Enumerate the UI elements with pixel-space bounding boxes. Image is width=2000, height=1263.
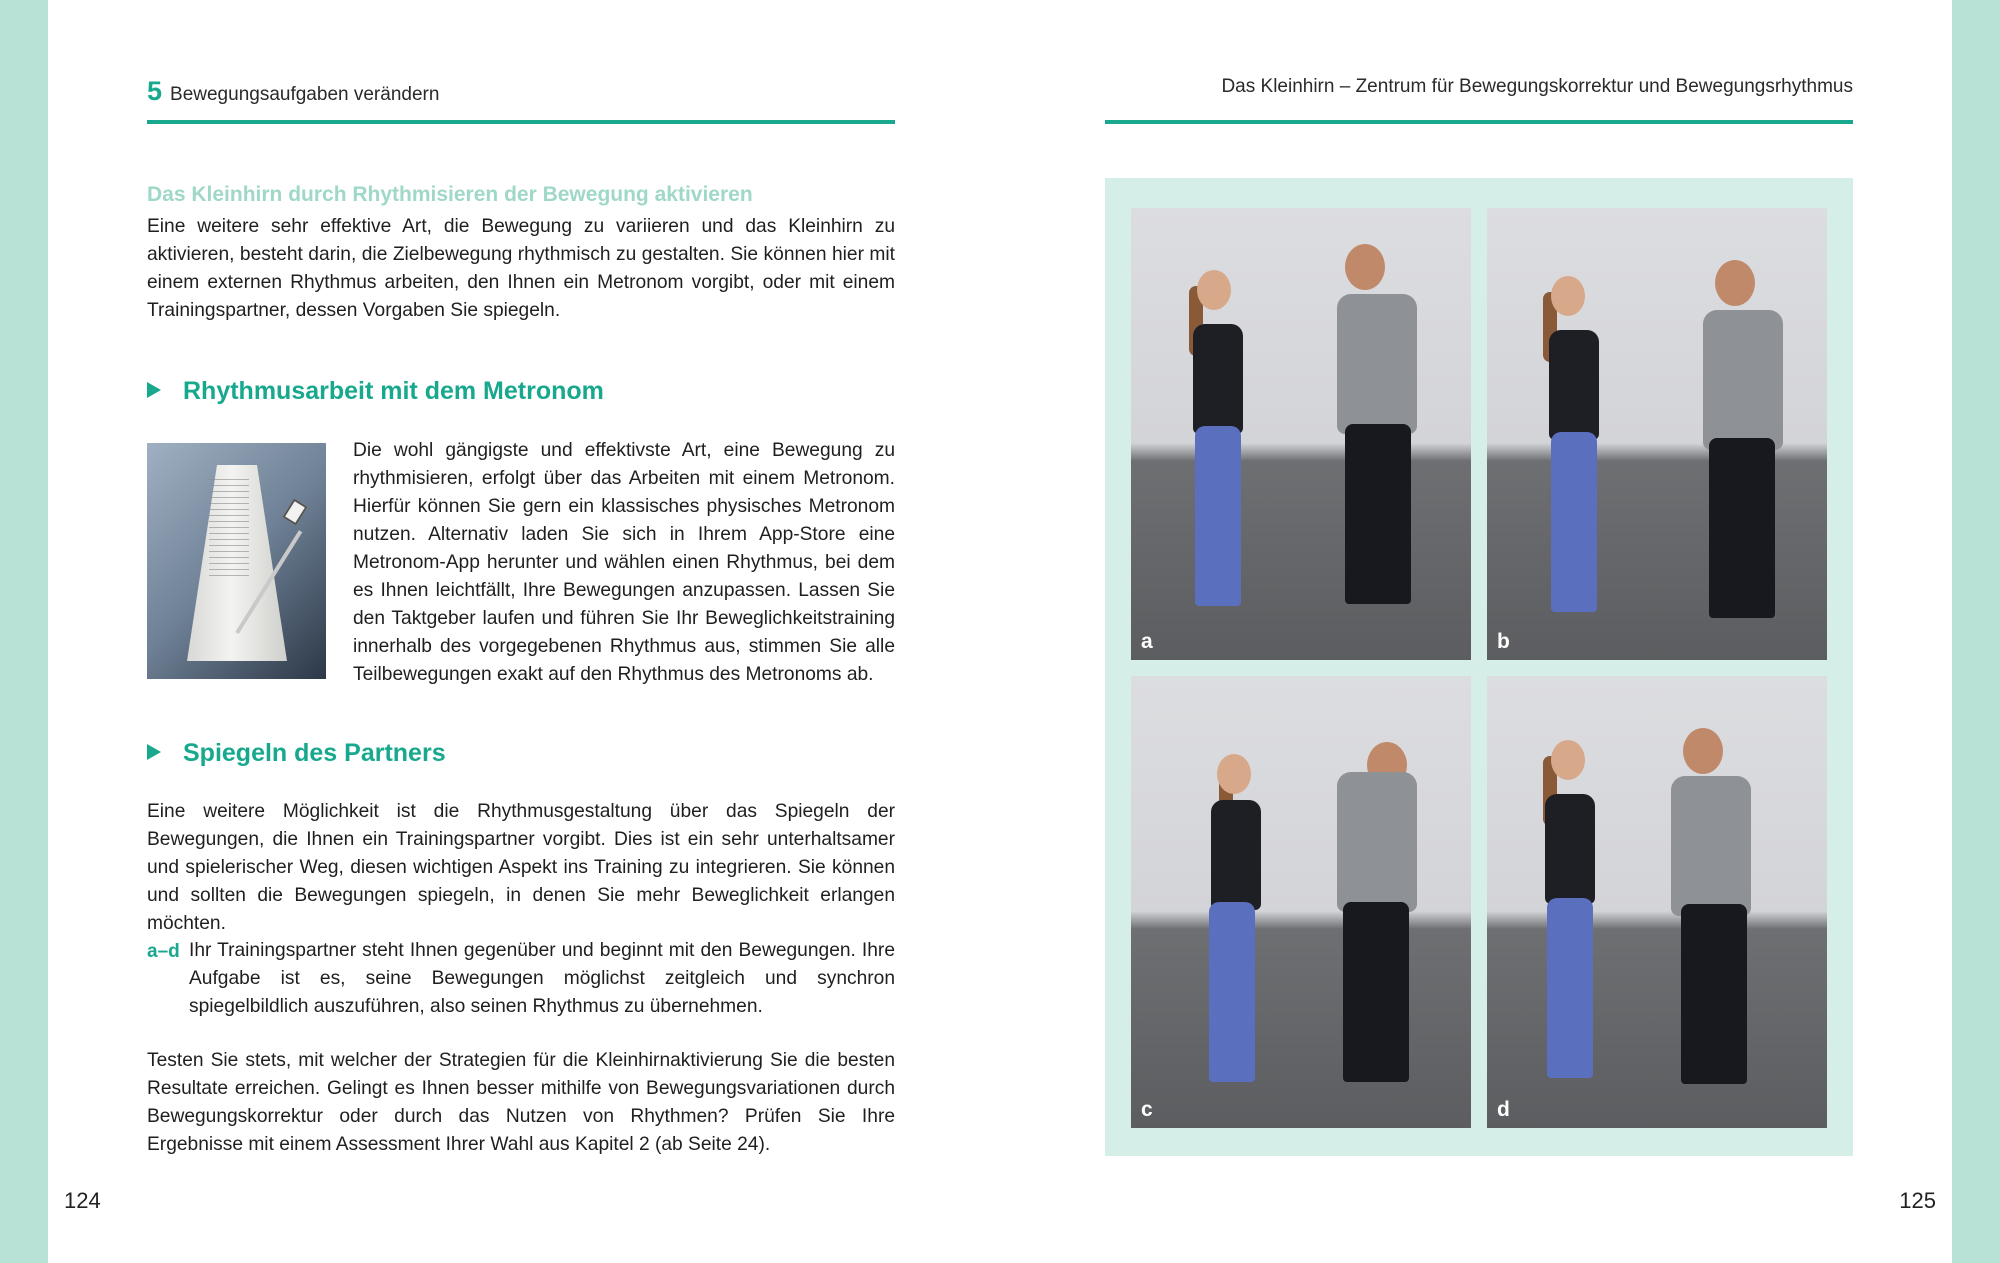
man-torso [1671,776,1751,916]
triangle-bullet-icon [147,744,161,760]
woman-legs [1547,898,1593,1078]
mirroring-paragraph: Eine weitere Möglichkeit ist die Rhythmusgestaltung über das Spiegeln der Bewegungen, die Ihnen ein Trainingspartner vorgibt. Dies ist ein sehr unterhaltsamer und spielerischer Weg, diesen wichtigen Aspekt ins Training zu integrieren. Sie können und sollten die Bewegungen spiegeln, in denen Sie mehr Beweglichkeit erlangen möchten. [147,801,895,934]
woman-torso [1193,324,1243,434]
page-number-left: 124 [64,1188,101,1213]
metronome-image [147,443,326,679]
photo-d [1487,676,1827,1128]
photo-label-b: b [1497,630,1510,653]
woman-legs [1209,902,1255,1082]
photo-b [1487,208,1827,660]
man-head [1345,244,1385,290]
right-running-head: Das Kleinhirn – Zentrum für Bewegungskorrektur und Bewegungsrhythmus [1105,76,1853,124]
intro-paragraph: Eine weitere sehr effektive Art, die Bewegung zu variieren und das Kleinhirn zu aktivieren, besteht darin, die Zielbewegung rhythmisch zu gestalten. Sie können hier mit einem externen Rhythmus arbeiten, den Ihnen ein Metronom vorgibt, oder mit einem Trainingspartner, dessen Vorgaben Sie spiegeln. [147,216,895,321]
photo-label-a: a [1141,630,1153,653]
page-number-right: 125 [1899,1188,1936,1213]
right-page [1000,0,1952,1263]
photo-c [1131,676,1471,1128]
photo-label-c: c [1141,1098,1153,1121]
man-torso [1337,772,1417,912]
subheading: Das Kleinhirn durch Rhythmisieren der Bewegung aktivieren [147,183,753,206]
woman-head [1551,276,1585,316]
man-legs [1343,902,1409,1082]
section-heading-text: Rhythmusarbeit mit dem Metronom [183,377,604,405]
triangle-bullet-icon [147,382,161,398]
photo-label-d: d [1497,1098,1510,1121]
woman-torso [1545,794,1595,904]
woman-torso [1211,800,1261,910]
figure-legend-label: a–d [147,941,180,962]
chapter-title: Bewegungsaufgaben verändern [170,84,440,105]
man-legs [1681,904,1747,1084]
section-heading-metronome [147,377,604,406]
man-torso [1337,294,1417,434]
man-head [1683,728,1723,774]
right-edge-band [1952,0,2000,1263]
woman-legs [1195,426,1241,606]
man-torso [1703,310,1783,450]
woman-legs [1551,432,1597,612]
section-heading-text: Spiegeln des Partners [183,739,446,767]
left-edge-band [0,0,48,1263]
woman-head [1551,740,1585,780]
man-head [1715,260,1755,306]
man-legs [1345,424,1411,604]
closing-paragraph: Testen Sie stets, mit welcher der Strategien für die Kleinhirnaktivierung Sie die besten Resultate erreichen. Gelingt es Ihnen besser mithilfe von Bewegungsvariationen durch Bewegungskorrektur oder durch das Nutzen von Rhythmen? Prüfen Sie Ihre Ergebnisse mit einem Assessment Ihrer Wahl aus Kapitel 2 (ab Seite 24). [147,1050,895,1155]
photo-a [1131,208,1471,660]
man-legs [1709,438,1775,618]
metronome-paragraph: Die wohl gängigste und effektivste Art, eine Bewegung zu rhythmisieren, erfolgt über das Arbeiten mit einem Metronom. Hierfür können Sie gern ein klassisches physisches Metronom nutzen. Alternativ laden Sie sich in Ihrem App-Store eine Metronom-App herunter und wählen einen Rhythmus, bei dem es Ihnen leichtfällt, Ihre Bewegungen anzupassen. Lassen Sie den Taktgeber laufen und führen Sie Ihr Beweglichkeitstraining innerhalb des vorgegebenen Rhythmus aus, stimmen Sie alle Teilbewegungen exakt auf den Rhythmus des Metronoms ab. [353,440,895,685]
section-heading-mirroring [147,739,446,768]
metronome-weight [282,498,307,525]
left-running-head [147,76,895,124]
woman-torso [1549,330,1599,440]
woman-head [1197,270,1231,310]
chapter-number: 5 [147,76,163,106]
photo-panel [1105,178,1853,1156]
woman-head [1217,754,1251,794]
figure-legend-text: Ihr Trainingspartner steht Ihnen gegenüber und beginnt mit den Bewegungen. Ihre Aufgabe ist es, seine Bewegungen möglichst zeitgleich und synchron spiegelbildlich auszuführen, also seinen Rhythmus zu übernehmen. [189,940,895,1017]
metronome-scale [209,479,249,579]
left-page [48,0,1000,1263]
